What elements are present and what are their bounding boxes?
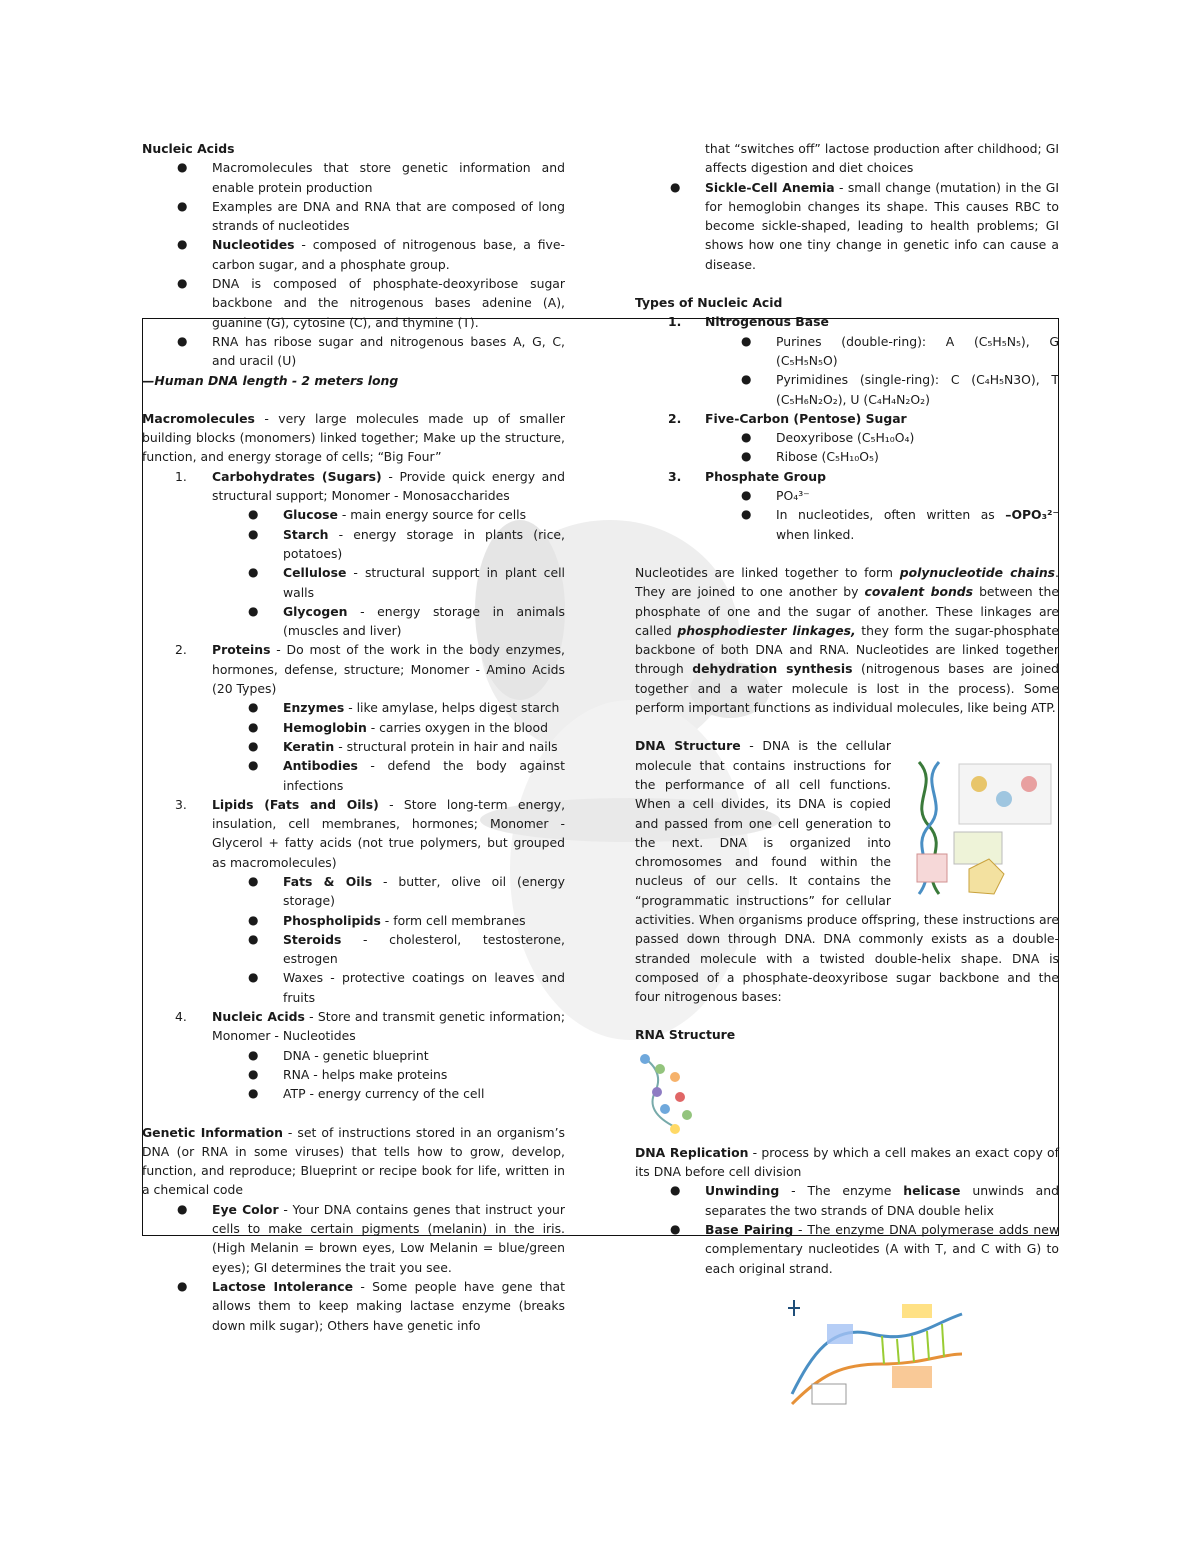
dna-structure-figure	[909, 754, 1059, 904]
sickle-cell-list	[635, 178, 1059, 274]
list-item: ● Steroids - cholesterol, testosterone, estrogen	[212, 930, 565, 969]
list-item: ● Starch - energy storage in plants (rice, potatoes)	[212, 525, 565, 564]
nucleic-acids-heading: Nucleic Acids	[142, 141, 235, 156]
list-item: ● Antibodies - defend the body against infections	[212, 756, 565, 795]
genetic-information-list	[142, 1200, 565, 1335]
list-item: ● ATP - energy currency of the cell	[212, 1084, 565, 1103]
macromolecules-definition: Macromolecules - very large molecules made up of smaller building blocks (monomers) linked together; Make up the structure, function, and energy storage of cells; “Big Four”	[142, 410, 565, 465]
list-item: 1. Nitrogenous Base ● Purines (double-ring): A (C₅H₅N₅), G (C₅H₅N₅O) ● Pyrimidines (single-ring): C (C₄H₅N3O), T (C₅H₆N₂O₂), U (C₄H₄N₂O₂)	[635, 312, 1059, 408]
types-heading: Types of Nucleic Acid	[635, 295, 783, 311]
list-item: ● In nucleotides, often written as –OPO₃²⁻ when linked.	[705, 505, 1059, 544]
right-column	[635, 139, 1059, 1412]
dna-structure-paragraph: DNA Structure - DNA is the cellular molecule that contains instructions for the performance of all cell functions. When a cell divides, its DNA is copied and passed from one cell generation to the next. DNA is organized into chromosomes and found within the nucleus of our cells. It contains the “programmatic instructions” for cellular activities. When organisms produce offspring, these instructions are passed down through DNA. DNA commonly exists as a double-stranded molecule with a twisted double-helix shape. DNA is composed of a phosphate-deoxyribose sugar backbone and the four nitrogenous bases:	[635, 738, 1059, 1005]
polynucleotide-paragraph: Nucleotides are linked together to form polynucleotide chains. They are joined to one another by covalent bonds between the phosphate of one and the sugar of another. These linkages are called phosphodiester linkages, they form the sugar-phosphate backbone of both DNA and RNA. Nucleotides are linked together through dehydration synthesis (nitrogenous bases are joined together and a water molecule is lost in the process). Some perform important functions as individual molecules, like being ATP.	[635, 564, 1060, 716]
list-item: 2. Five-Carbon (Pentose) Sugar ● Deoxyribose (C₅H₁₀O₄) ● Ribose (C₅H₁₀O₅)	[635, 409, 1059, 467]
types-list	[635, 312, 1059, 544]
rna-structure-heading: RNA Structure	[635, 1027, 736, 1043]
list-item: ● Nucleotides - composed of nitrogenous base, a five-carbon sugar, and a phosphate group.	[142, 235, 565, 274]
list-item: ● PO₄³⁻	[705, 486, 1059, 505]
dna-structure-block	[635, 736, 1059, 1006]
genetic-information-definition: Genetic Information - set of instructions stored in an organism’s DNA (or RNA in some viruses) that tells how to grow, develop, function, and reproduce; Blueprint or recipe book for life, written in a chemical code	[142, 1124, 565, 1198]
rna-structure-figure	[635, 1047, 705, 1137]
list-item: 1. Carbohydrates (Sugars) - Provide quick energy and structural support; Monomer - Monosaccharides ● Glucose - main energy source for cells ● Starch - energy storage in plants (rice, potatoes) ● Cellulose - structural support in plant cell walls ● Glycogen - energy storage in animals (muscles and liver)	[142, 467, 565, 641]
list-item: ● Pyrimidines (single-ring): C (C₄H₅N3O), T (C₅H₆N₂O₂), U (C₄H₄N₂O₂)	[705, 370, 1059, 409]
list-item: 3. Phosphate Group ● PO₄³⁻ ● In nucleotides, often written as –OPO₃²⁻ when linked.	[635, 467, 1059, 544]
list-item: 3. Lipids (Fats and Oils) - Store long-term energy, insulation, cell membranes, hormones; Monomer - Glycerol + fatty acids (not true polymers, but grouped as macromolecules) ● Fats & Oils - butter, olive oil (energy storage) ● Phospholipids - form cell membranes ● Steroids - cholesterol, testosterone, estrogen ● Waxes - protective coatings on leaves and fruits	[142, 795, 565, 1007]
dna-replication-paragraph: DNA Replication - process by which a cell makes an exact copy of its DNA before cell division	[635, 1144, 1060, 1180]
list-item: ● Keratin - structural protein in hair and nails	[212, 737, 565, 756]
list-item: ● Unwinding - The enzyme helicase unwinds and separates the two strands of DNA double helix	[635, 1181, 1059, 1220]
list-item: ● Examples are DNA and RNA that are composed of long strands of nucleotides	[142, 197, 565, 236]
list-item: ● Purines (double-ring): A (C₅H₅N₅), G (C₅H₅N₅O)	[705, 332, 1059, 371]
list-item: ● Macromolecules that store genetic information and enable protein production	[142, 158, 565, 197]
list-item: ● Glycogen - energy storage in animals (muscles and liver)	[212, 602, 565, 641]
list-item: ● Enzymes - like amylase, helps digest starch	[212, 698, 565, 717]
nucleic-acids-list	[142, 158, 565, 370]
dna-length-note: —Human DNA length - 2 meters long	[142, 372, 399, 388]
list-item: ● DNA is composed of phosphate-deoxyribose sugar backbone and the nitrogenous bases adenine (A), guanine (G), cytosine (C), and thymine (T).	[142, 274, 565, 332]
lactose-continuation: that “switches off” lactose production after childhood; GI affects digestion and diet choices	[705, 141, 1059, 176]
list-item: 4. Nucleic Acids - Store and transmit genetic information; Monomer - Nucleotides ● DNA - genetic blueprint ● RNA - helps make proteins ● ATP - energy currency of the cell	[142, 1007, 565, 1103]
list-item: ● Eye Color - Your DNA contains genes that instruct your cells to make certain pigments (melanin) in the iris. (High Melanin = brown eyes, Low Melanin = blue/green eyes); GI determines the trait you see.	[142, 1200, 565, 1277]
list-item: ● Deoxyribose (C₅H₁₀O₄)	[705, 428, 1059, 447]
list-item: ● RNA - helps make proteins	[212, 1065, 565, 1084]
list-item: ● Waxes - protective coatings on leaves and fruits	[212, 968, 565, 1007]
dna-replication-list	[635, 1181, 1059, 1277]
left-column	[142, 139, 565, 1335]
list-item: ● Glucose - main energy source for cells	[212, 505, 565, 524]
list-item: ● Cellulose - structural support in plant cell walls	[212, 563, 565, 602]
list-item: ● Sickle-Cell Anemia - small change (mutation) in the GI for hemoglobin changes its shape. This causes RBC to become sickle-shaped, leading to health problems; GI shows how one tiny change in genetic info can cause a disease.	[635, 178, 1059, 274]
list-item: ● RNA has ribose sugar and nitrogenous bases A, G, C, and uracil (U)	[142, 332, 565, 371]
list-item: ● Ribose (C₅H₁₀O₅)	[705, 447, 1059, 466]
list-item: ● Lactose Intolerance - Some people have gene that allows them to keep making lactase enzyme (breaks down milk sugar); Others have genetic info	[142, 1277, 565, 1335]
list-item: ● Hemoglobin - carries oxygen in the blood	[212, 718, 565, 737]
list-item: 2. Proteins - Do most of the work in the body enzymes, hormones, defense, structure; Monomer - Amino Acids (20 Types) ● Enzymes - like amylase, helps digest starch ● Hemoglobin - carries oxygen in the blood ● Keratin - structural protein in hair and nails ● Antibodies - defend the body against infections	[142, 640, 565, 794]
list-item: ● Base Pairing - The enzyme DNA polymerase adds new complementary nucleotides (A with T, and C with G) to each original strand.	[635, 1220, 1059, 1278]
list-item: ● DNA - genetic blueprint	[212, 1046, 565, 1065]
dna-replication-figure	[772, 1294, 967, 1412]
list-item: ● Phospholipids - form cell membranes	[212, 911, 565, 930]
list-item: ● Fats & Oils - butter, olive oil (energy storage)	[212, 872, 565, 911]
macromolecules-list	[142, 467, 565, 1104]
